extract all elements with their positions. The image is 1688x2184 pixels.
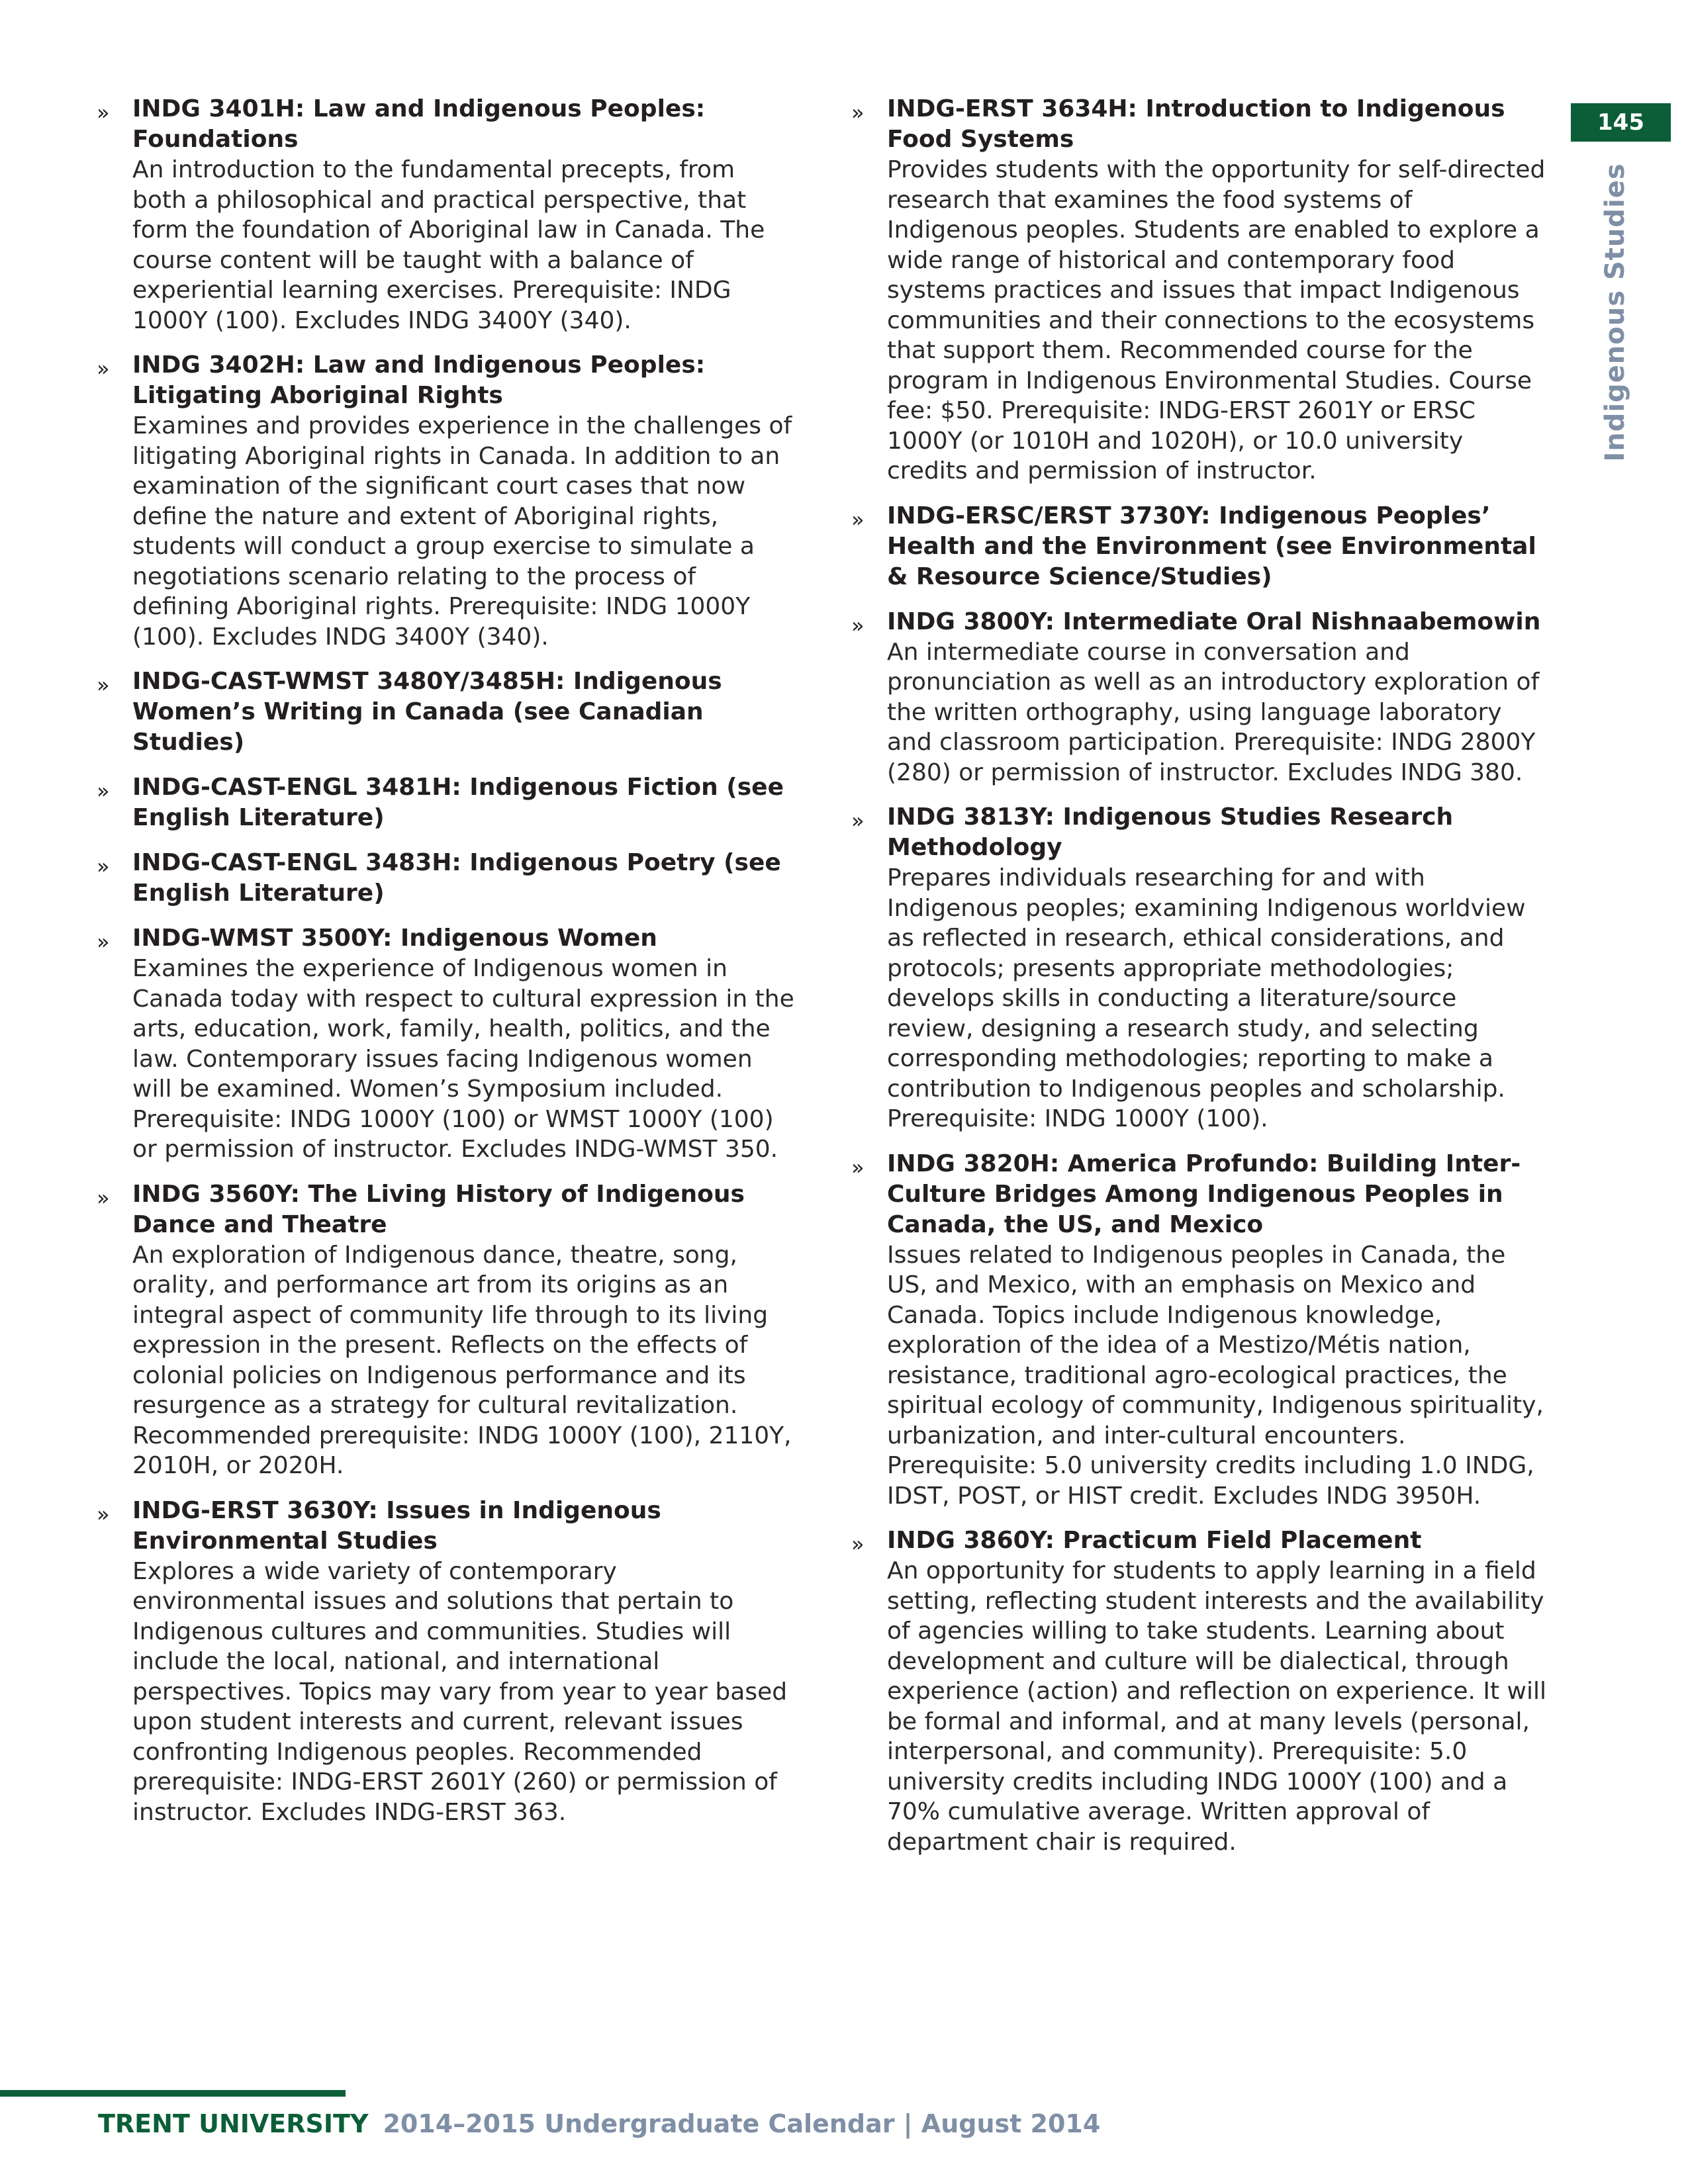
bullet-icon: » <box>97 1185 110 1210</box>
course-title: INDG-WMST 3500Y: Indigenous Women <box>132 925 657 952</box>
bullet-icon: » <box>97 778 110 803</box>
left-column <box>94 94 796 1842</box>
course-entry <box>94 350 796 652</box>
bullet-icon: » <box>97 356 110 381</box>
right-column <box>849 94 1550 1872</box>
course-title: INDG 3401H: Law and Indigenous Peoples: Foundations <box>132 95 706 153</box>
course-title: INDG-ERSC/ERST 3730Y: Indigenous Peoples’ Health and the Environment (see Environmental & Resource Science/Studies) <box>887 502 1536 590</box>
course-entry <box>94 666 796 758</box>
course-entry <box>94 772 796 833</box>
course-title: INDG-ERST 3630Y: Issues in Indigenous Environmental Studies <box>132 1496 661 1555</box>
course-description: Issues related to Indigenous peoples in Canada, the US, and Mexico, with an emphasis on Mexico and Canada. Topics include Indigenous knowledge, exploration of the idea of a Mestizo/Métis nation, resistance, traditional agro-ecological practices, the spiritual ecology of community, Indigenous spirituality, urbanization, and inter-cultural encounters. Prerequisite: 5.0 university credits including 1.0 INDG, IDST, POST, or HIST credit. Excludes INDG 3950H. <box>887 1241 1544 1510</box>
course-description: Examines and provides experience in the challenges of litigating Aboriginal rights in Canada. In addition to an examination of the significant court cases that now define the nature and extent of Aboriginal rights, students will conduct a group exercise to simulate a negotiations scenario relating to the process of defining Aboriginal rights. Prerequisite: INDG 1000Y (100). Excludes INDG 3400Y (340). <box>132 412 792 651</box>
course-title: INDG-CAST-ENGL 3483H: Indigenous Poetry (see English Literature) <box>132 849 781 907</box>
course-entry <box>94 848 796 909</box>
course-entry <box>94 94 796 336</box>
course-description: Explores a wide variety of contemporary environmental issues and solutions that pertain to Indigenous cultures and communities. Studies will include the local, national, and international perspectives. Topics may vary from year to year based upon student interests and current, relevant issues confronting Indigenous peoples. Recommended prerequisite: INDG-ERST 2601Y (260) or permission of instructor. Excludes INDG-ERST 363. <box>132 1557 788 1826</box>
course-entry <box>849 501 1550 592</box>
section-label: Indigenous Studies <box>1600 163 1630 462</box>
bullet-icon: » <box>97 1501 110 1527</box>
bullet-icon: » <box>97 672 110 698</box>
course-description: An intermediate course in conversation and pronunciation as well as an introductory exploration of the written orthography, using language laboratory and classroom participation. Prerequisite: INDG 2800Y (280) or permission of instructor. Excludes INDG 380. <box>887 638 1540 786</box>
bullet-icon: » <box>97 100 110 125</box>
course-entry <box>849 802 1550 1134</box>
course-title: INDG-CAST-ENGL 3481H: Indigenous Fiction (see English Literature) <box>132 774 784 831</box>
course-description: An introduction to the fundamental precepts, from both a philosophical and practical perspective, that form the foundation of Aboriginal law in Canada. The course content will be taught with a balance of experiential learning exercises. Prerequisite: INDG 1000Y (100). Excludes INDG 3400Y (340). <box>132 156 765 334</box>
course-entry <box>849 607 1550 788</box>
bullet-icon: » <box>97 929 110 954</box>
course-title: INDG-CAST-WMST 3480Y/3485H: Indigenous Women’s Writing in Canada (see Canadian Studies) <box>132 668 722 756</box>
course-description: An exploration of Indigenous dance, theatre, song, orality, and performance art from its origins as an integral aspect of community life through to its living expression in the present. Reflects on the effects of colonial policies on Indigenous performance and its resurgence as a strategy for cultural revitalization. Recommended prerequisite: INDG 1000Y (100), 2110Y, 2010H, or 2020H. <box>132 1241 792 1479</box>
bullet-icon: » <box>851 612 865 638</box>
footer-university: TRENT UNIVERSITY <box>98 2109 369 2138</box>
footer-calendar: 2014–2015 Undergraduate Calendar | August 2014 <box>383 2109 1101 2138</box>
course-entry <box>849 1149 1550 1512</box>
course-entry <box>94 1179 796 1481</box>
bullet-icon: » <box>851 808 865 833</box>
bullet-icon: » <box>851 100 865 125</box>
course-title: INDG 3820H: America Profundo: Building Inter-Culture Bridges Among Indigenous Peoples in Canada, the US, and Mexico <box>887 1150 1521 1238</box>
bullet-icon: » <box>851 1531 865 1557</box>
course-title: INDG-ERST 3634H: Introduction to Indigenous Food Systems <box>887 95 1505 153</box>
course-entry <box>94 1496 796 1828</box>
footer <box>98 2109 1100 2138</box>
course-description: An opportunity for students to apply learning in a field setting, reflecting student interests and the availability of agencies willing to take students. Learning about development and culture will be dialectical, through experience (action) and reflection on experience. It will be formal and informal, and at many levels (personal, interpersonal, and community). Prerequisite: 5.0 university credits including INDG 1000Y (100) and a 70% cumulative average. Written approval of department chair is required. <box>887 1557 1546 1856</box>
bullet-icon: » <box>97 854 110 879</box>
course-title: INDG 3860Y: Practicum Field Placement <box>887 1527 1422 1554</box>
bullet-icon: » <box>851 1154 865 1180</box>
course-entry <box>849 1525 1550 1857</box>
course-title: INDG 3813Y: Indigenous Studies Research Methodology <box>887 803 1454 861</box>
course-description: Provides students with the opportunity for self-directed research that examines the food systems of Indigenous peoples. Students are enabled to explore a wide range of historical and contemporary food systems practices and issues that impact Indigenous communities and their connections to the ecosystems that support them. Recommended course for the program in Indigenous Environmental Studies. Course fee: $50. Prerequisite: INDG-ERST 2601Y or ERSC 1000Y (or 1010H and 1020H), or 10.0 university credits and permission of instructor. <box>887 156 1546 484</box>
course-title: INDG 3800Y: Intermediate Oral Nishnaabemowin <box>887 608 1541 635</box>
course-entry <box>849 94 1550 486</box>
page-number-tab: 145 <box>1571 103 1671 142</box>
course-title: INDG 3402H: Law and Indigenous Peoples: Litigating Aboriginal Rights <box>132 351 706 409</box>
bullet-icon: » <box>851 506 865 532</box>
footer-rule <box>0 2090 346 2097</box>
course-description: Examines the experience of Indigenous women in Canada today with respect to cultural expression in the arts, education, work, family, health, politics, and the law. Contemporary issues facing Indigenous women will be examined. Women’s Symposium included. Prerequisite: INDG 1000Y (100) or WMST 1000Y (100) or permission of instructor. Excludes INDG-WMST 350. <box>132 955 794 1163</box>
course-title: INDG 3560Y: The Living History of Indigenous Dance and Theatre <box>132 1180 745 1238</box>
course-description: Prepares individuals researching for and with Indigenous peoples; examining Indigenous worldview as reflected in research, ethical considerations, and protocols; presents appropriate methodologies; develops skills in conducting a literature/source review, designing a research study, and selecting corresponding methodologies; reporting to make a contribution to Indigenous peoples and scholarship. Prerequisite: INDG 1000Y (100). <box>887 864 1526 1132</box>
course-entry <box>94 923 796 1165</box>
